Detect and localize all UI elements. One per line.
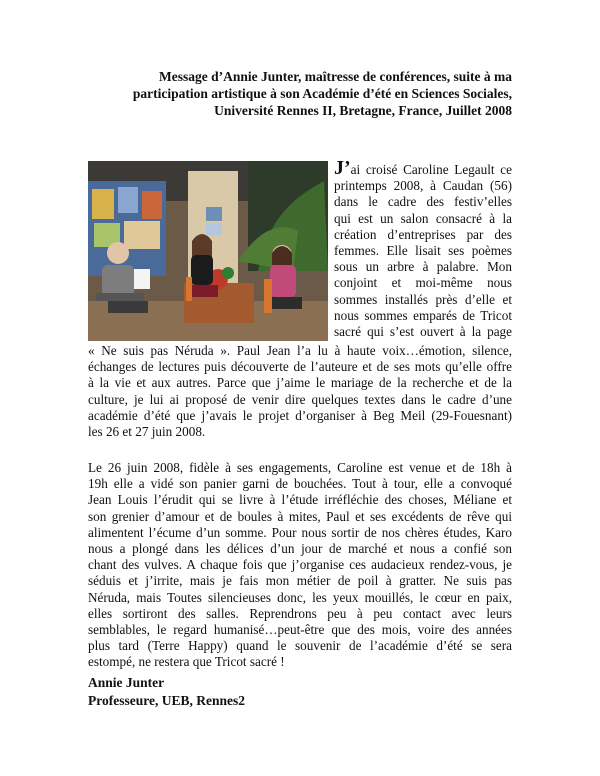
intro-line: création d’entreprises par des — [334, 226, 512, 242]
drop-cap: J’ — [334, 157, 351, 179]
intro-line: sous un arbre à palabre. Mon — [334, 259, 512, 275]
header-line-2: participation artistique à son Académie d’été en Sciences Sociales, — [132, 86, 512, 101]
paragraph-line: les 26 et 27 juin 2008. — [88, 424, 206, 440]
signature-title: Professeure, UEB, Rennes2 — [88, 693, 245, 708]
intro-line: qui est un salon consacré à la — [334, 210, 512, 226]
document-header — [120, 68, 512, 119]
header-line-3: Université Rennes II, Bretagne, France, Juillet 2008 — [214, 103, 512, 118]
signature-name: Annie Junter — [88, 675, 165, 690]
intro-line: conjoint et moi-même nous — [334, 275, 512, 291]
paragraph-line: culture, je lui ai proposé de venir dire quelques textes dans le cadre d’une — [88, 391, 512, 407]
paragraph-line: académie d’été que j’avais le projet d’organiser à Beg Meil (29-Fouesnant) — [88, 407, 512, 423]
paragraph-2 — [88, 460, 512, 671]
paragraph-line: estompé, ne restera que Tricot sacré ! — [88, 654, 285, 670]
paragraph-line: « Ne suis pas Néruda ». Paul Jean l’a lu à haute voix…émotion, silence, — [88, 343, 512, 358]
paragraph-line: 19h elle a vidé son panier garni de bouchées. Tout à tour, elle a convoqué — [88, 476, 512, 492]
signature-block — [88, 674, 245, 710]
paragraph-line: Néruda, mais Toutes silencieuses donc, les yeux mouillés, le cœur en paix, — [88, 589, 512, 605]
header-line-1: Message d’Annie Junter, maîtresse de conférences, suite à ma — [159, 69, 512, 84]
paragraph-line: chant des vulves. A chaque fois que j’organise ces audacieux rendez-vous, je — [88, 557, 512, 573]
intro-line: sommes installés près d’elle et — [334, 291, 512, 307]
paragraph-line: plus tard (Terre Happy) quand le souvenir de l’académie d’été se sera — [88, 638, 512, 654]
paragraph-line: séduis et j’irrite, mais je fais mon métier de poil à gratter. Ne suis pas — [88, 573, 512, 589]
event-photo — [88, 161, 328, 341]
paragraph-line: elles sortiront des salles. Reprendrons peu à peu contact avec leurs — [88, 605, 512, 621]
paragraph-line: alimentent l’écume d’un somme. Pour nous sortir de nos chères études, Karo — [88, 524, 512, 540]
intro-column-text — [334, 157, 512, 340]
paragraph-line: semblables, le regard humanisé…peut-être que des mois, voire des années — [88, 622, 512, 638]
intro-line: dans le cadre des festiv’elles — [334, 194, 512, 210]
paragraph-line: Le 26 juin 2008, fidèle à ses engagements, Caroline est venue et de 18h à — [88, 460, 512, 475]
intro-line: nous sommes emparés de Tricot — [334, 307, 512, 323]
intro-line: sacré qui s’est ouvert à la page — [334, 324, 512, 340]
intro-line: femmes. Elle lisait ses poèmes — [334, 243, 512, 259]
intro-line: printemps 2008, à Caudan (56) — [334, 178, 512, 194]
paragraph-line: son grenier d’amour et de boules à mites, Paul et ses excédents de rêve qui — [88, 508, 512, 524]
intro-line-1: J’ai croisé Caroline Legault ce — [334, 157, 512, 179]
paragraph-1-continued — [88, 343, 512, 440]
paragraph-line: échanges de lectures puis découverte de l’auteure et de ses mots qu’elle offre — [88, 359, 512, 375]
paragraph-line: Jean Louis l’érudit qui se livre à l’étude irréfléchie des choses, Méliane et — [88, 492, 512, 508]
photo-illustration — [88, 161, 328, 341]
paragraph-line: à la vie et aux autres. Parce que j’aime le mariage de la recherche et de la — [88, 375, 512, 391]
paragraph-line: nous a plongé dans les délices d’un jour de marché et nous a confié son — [88, 541, 512, 557]
